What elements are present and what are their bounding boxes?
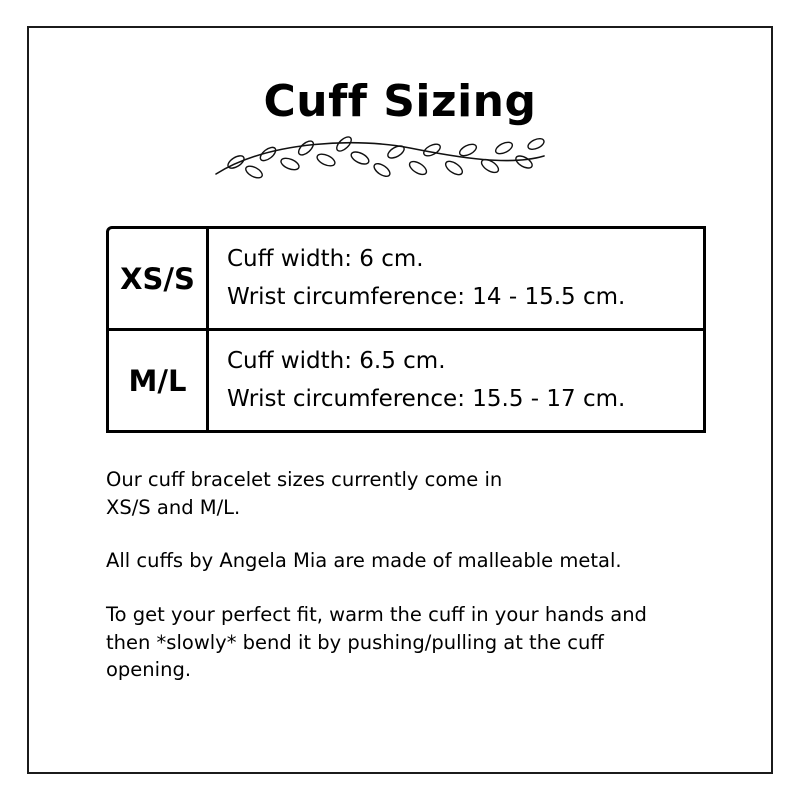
note-paragraph — [106, 547, 726, 575]
page-title: Cuff Sizing — [263, 76, 537, 127]
wrist-circumference-line: Wrist circumference: 15.5 - 17 cm. — [227, 385, 626, 412]
size-description — [209, 229, 703, 328]
note-line: then *slowly* bend it by pushing/pulling at the cuff — [106, 630, 604, 654]
note-paragraph — [106, 601, 726, 684]
table-row — [106, 328, 706, 433]
note-line: opening. — [106, 658, 192, 682]
table-row — [106, 226, 706, 331]
cuff-width-line: Cuff width: 6.5 cm. — [227, 348, 446, 375]
size-label: XS/S — [109, 229, 209, 328]
notes-section — [106, 466, 726, 684]
cuff-width-line: Cuff width: 6 cm. — [227, 246, 424, 273]
note-paragraph — [106, 466, 726, 521]
wrist-circumference-line: Wrist circumference: 14 - 15.5 cm. — [227, 283, 626, 310]
note-line: To get your perfect fit, warm the cuff in your hands and — [106, 603, 647, 627]
size-description — [209, 331, 703, 430]
note-line: Our cuff bracelet sizes currently come in — [106, 468, 503, 491]
note-line: All cuffs by Angela Mia are made of malleable metal. — [106, 549, 622, 573]
size-label: M/L — [109, 331, 209, 430]
leafy-vine-divider-icon — [210, 134, 550, 192]
sizing-table — [106, 226, 706, 430]
note-line: XS/S and M/L. — [106, 495, 241, 519]
page-content — [27, 26, 773, 774]
